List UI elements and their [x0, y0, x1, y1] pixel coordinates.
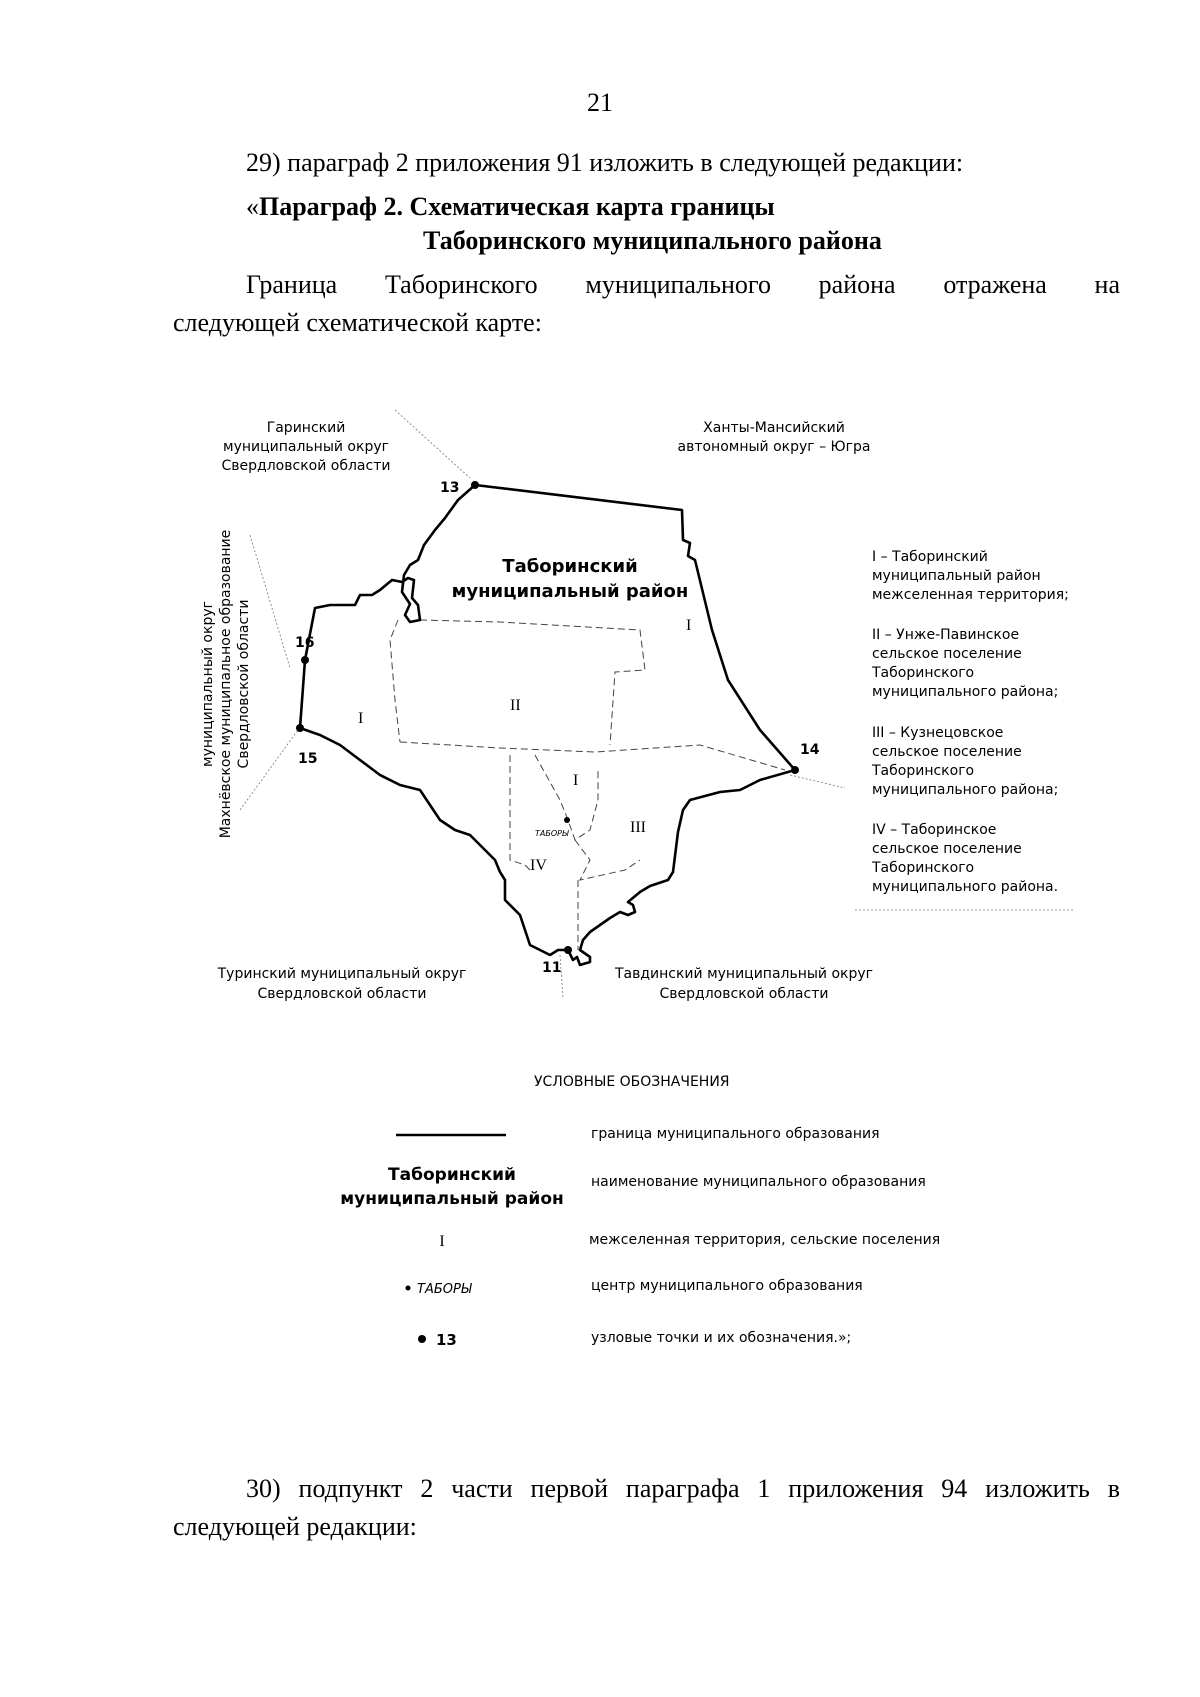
node-11-dot	[564, 946, 572, 954]
body-line2: следующей схематической карте:	[173, 308, 542, 337]
note-III-line1: III – Кузнецовское	[872, 725, 1004, 741]
node-15-label: 15	[298, 751, 318, 767]
node-11-label: 11	[542, 960, 562, 976]
neighbor-turinsky	[217, 966, 467, 1002]
page-number: 21	[587, 88, 613, 117]
neighbor-makhnevskoe	[200, 530, 252, 839]
note-III-line3: Таборинского	[872, 763, 975, 779]
node-16-dot	[301, 656, 309, 664]
note-IV-line2: сельское поселение	[872, 841, 1022, 857]
makhnevskoe-line3: Свердловской области	[236, 599, 252, 769]
note-IV-line3: Таборинского	[872, 860, 975, 876]
turinsky-line2: Свердловской области	[257, 986, 427, 1002]
note-II	[872, 626, 1072, 702]
area-I-west: I	[358, 710, 364, 727]
center-name-map: ТАБОРЫ	[535, 829, 569, 838]
node-13-dot	[471, 481, 479, 489]
tavdinsky-line2: Свердловской области	[659, 986, 829, 1002]
legend-node-dot	[418, 1335, 426, 1343]
node-14-dot	[791, 766, 799, 774]
body-line1: Граница Таборинского муниципального района отражена на	[246, 270, 1120, 299]
area-II: II	[510, 697, 521, 714]
legend-desc-name: наименование муниципального образования	[591, 1174, 926, 1190]
garinsky-line2: муниципальный округ	[223, 439, 389, 455]
note-IV	[872, 821, 1072, 897]
legend-center-dot	[406, 1286, 411, 1291]
node-points	[296, 481, 799, 954]
note-II-line1: II – Унже-Павинское	[872, 627, 1020, 643]
legend-desc-border: граница муниципального образования	[591, 1126, 880, 1142]
node-16-label: 16	[295, 635, 315, 651]
note-IV-line1: IV – Таборинское	[872, 822, 997, 838]
node-13-label: 13	[440, 480, 460, 496]
center-taboriy-dot	[564, 817, 570, 823]
quote-open: «	[246, 192, 259, 221]
note-III	[872, 724, 1072, 800]
area-I-center: I	[573, 772, 579, 789]
note-II-line4: муниципального района;	[872, 684, 1059, 700]
note-I-line2: муниципальный район	[872, 568, 1041, 584]
item-30-line2: следующей редакции:	[173, 1512, 417, 1541]
note-II-line3: Таборинского	[872, 665, 975, 681]
neighbor-khanty	[678, 420, 871, 455]
node-14-label: 14	[800, 742, 820, 758]
khanty-line2: автономный округ – Югра	[677, 439, 871, 455]
turinsky-line1: Туринский муниципальный округ	[217, 966, 467, 982]
legend-name-symbol-line1: Таборинский	[388, 1165, 516, 1185]
note-III-line2: сельское поселение	[872, 744, 1022, 760]
legend-node-symbol: 13	[436, 1331, 457, 1349]
node-15-dot	[296, 724, 304, 732]
legend-desc-center: центр муниципального образования	[591, 1278, 863, 1294]
note-IV-line4: муниципального района.	[872, 879, 1059, 895]
legend-name-symbol-line2: муниципальный район	[340, 1189, 564, 1209]
legend-desc-areas: межселенная территория, сельские поселения	[589, 1232, 941, 1248]
note-III-line4: муниципального района;	[872, 782, 1059, 798]
legend-desc-nodes: узловые точки и их обозначения.»;	[591, 1330, 852, 1346]
tavdinsky-line1: Тавдинский муниципальный округ	[614, 966, 874, 982]
neighbor-garinsky	[222, 420, 391, 474]
note-I-line3: межселенная территория;	[872, 587, 1069, 603]
area-IV: IV	[530, 857, 547, 874]
makhnevskoe-line2: Махнёвское муниципальное образование	[218, 529, 234, 839]
item-29-intro: 29) параграф 2 приложения 91 изложить в следующей редакции:	[246, 148, 964, 177]
heading-line1: Параграф 2. Схематическая карта границы	[259, 192, 775, 221]
legend-title: УСЛОВНЫЕ ОБОЗНАЧЕНИЯ	[534, 1074, 730, 1090]
legend-roman-symbol: I	[439, 1233, 445, 1250]
note-I	[872, 548, 1072, 605]
garinsky-line1: Гаринский	[266, 420, 346, 436]
makhnevskoe-line1: муниципальный округ	[200, 601, 216, 767]
note-II-line2: сельское поселение	[872, 646, 1022, 662]
note-I-line1: I – Таборинский	[872, 549, 988, 565]
heading-line2: Таборинского муниципального района	[423, 226, 882, 255]
khanty-line1: Ханты-Мансийский	[703, 420, 845, 436]
garinsky-line3: Свердловской области	[221, 458, 391, 474]
area-I-east: I	[686, 617, 692, 634]
legend-center-symbol: ТАБОРЫ	[417, 1282, 472, 1297]
district-name-line2: муниципальный район	[451, 581, 689, 602]
neighbor-leader-lines	[240, 410, 1075, 998]
neighbor-tavdinsky	[614, 966, 873, 1002]
item-30-line1: 30) подпункт 2 части первой параграфа 1 приложения 94 изложить в	[246, 1474, 1120, 1503]
area-III: III	[630, 819, 646, 836]
district-name-line1: Таборинский	[502, 556, 638, 577]
